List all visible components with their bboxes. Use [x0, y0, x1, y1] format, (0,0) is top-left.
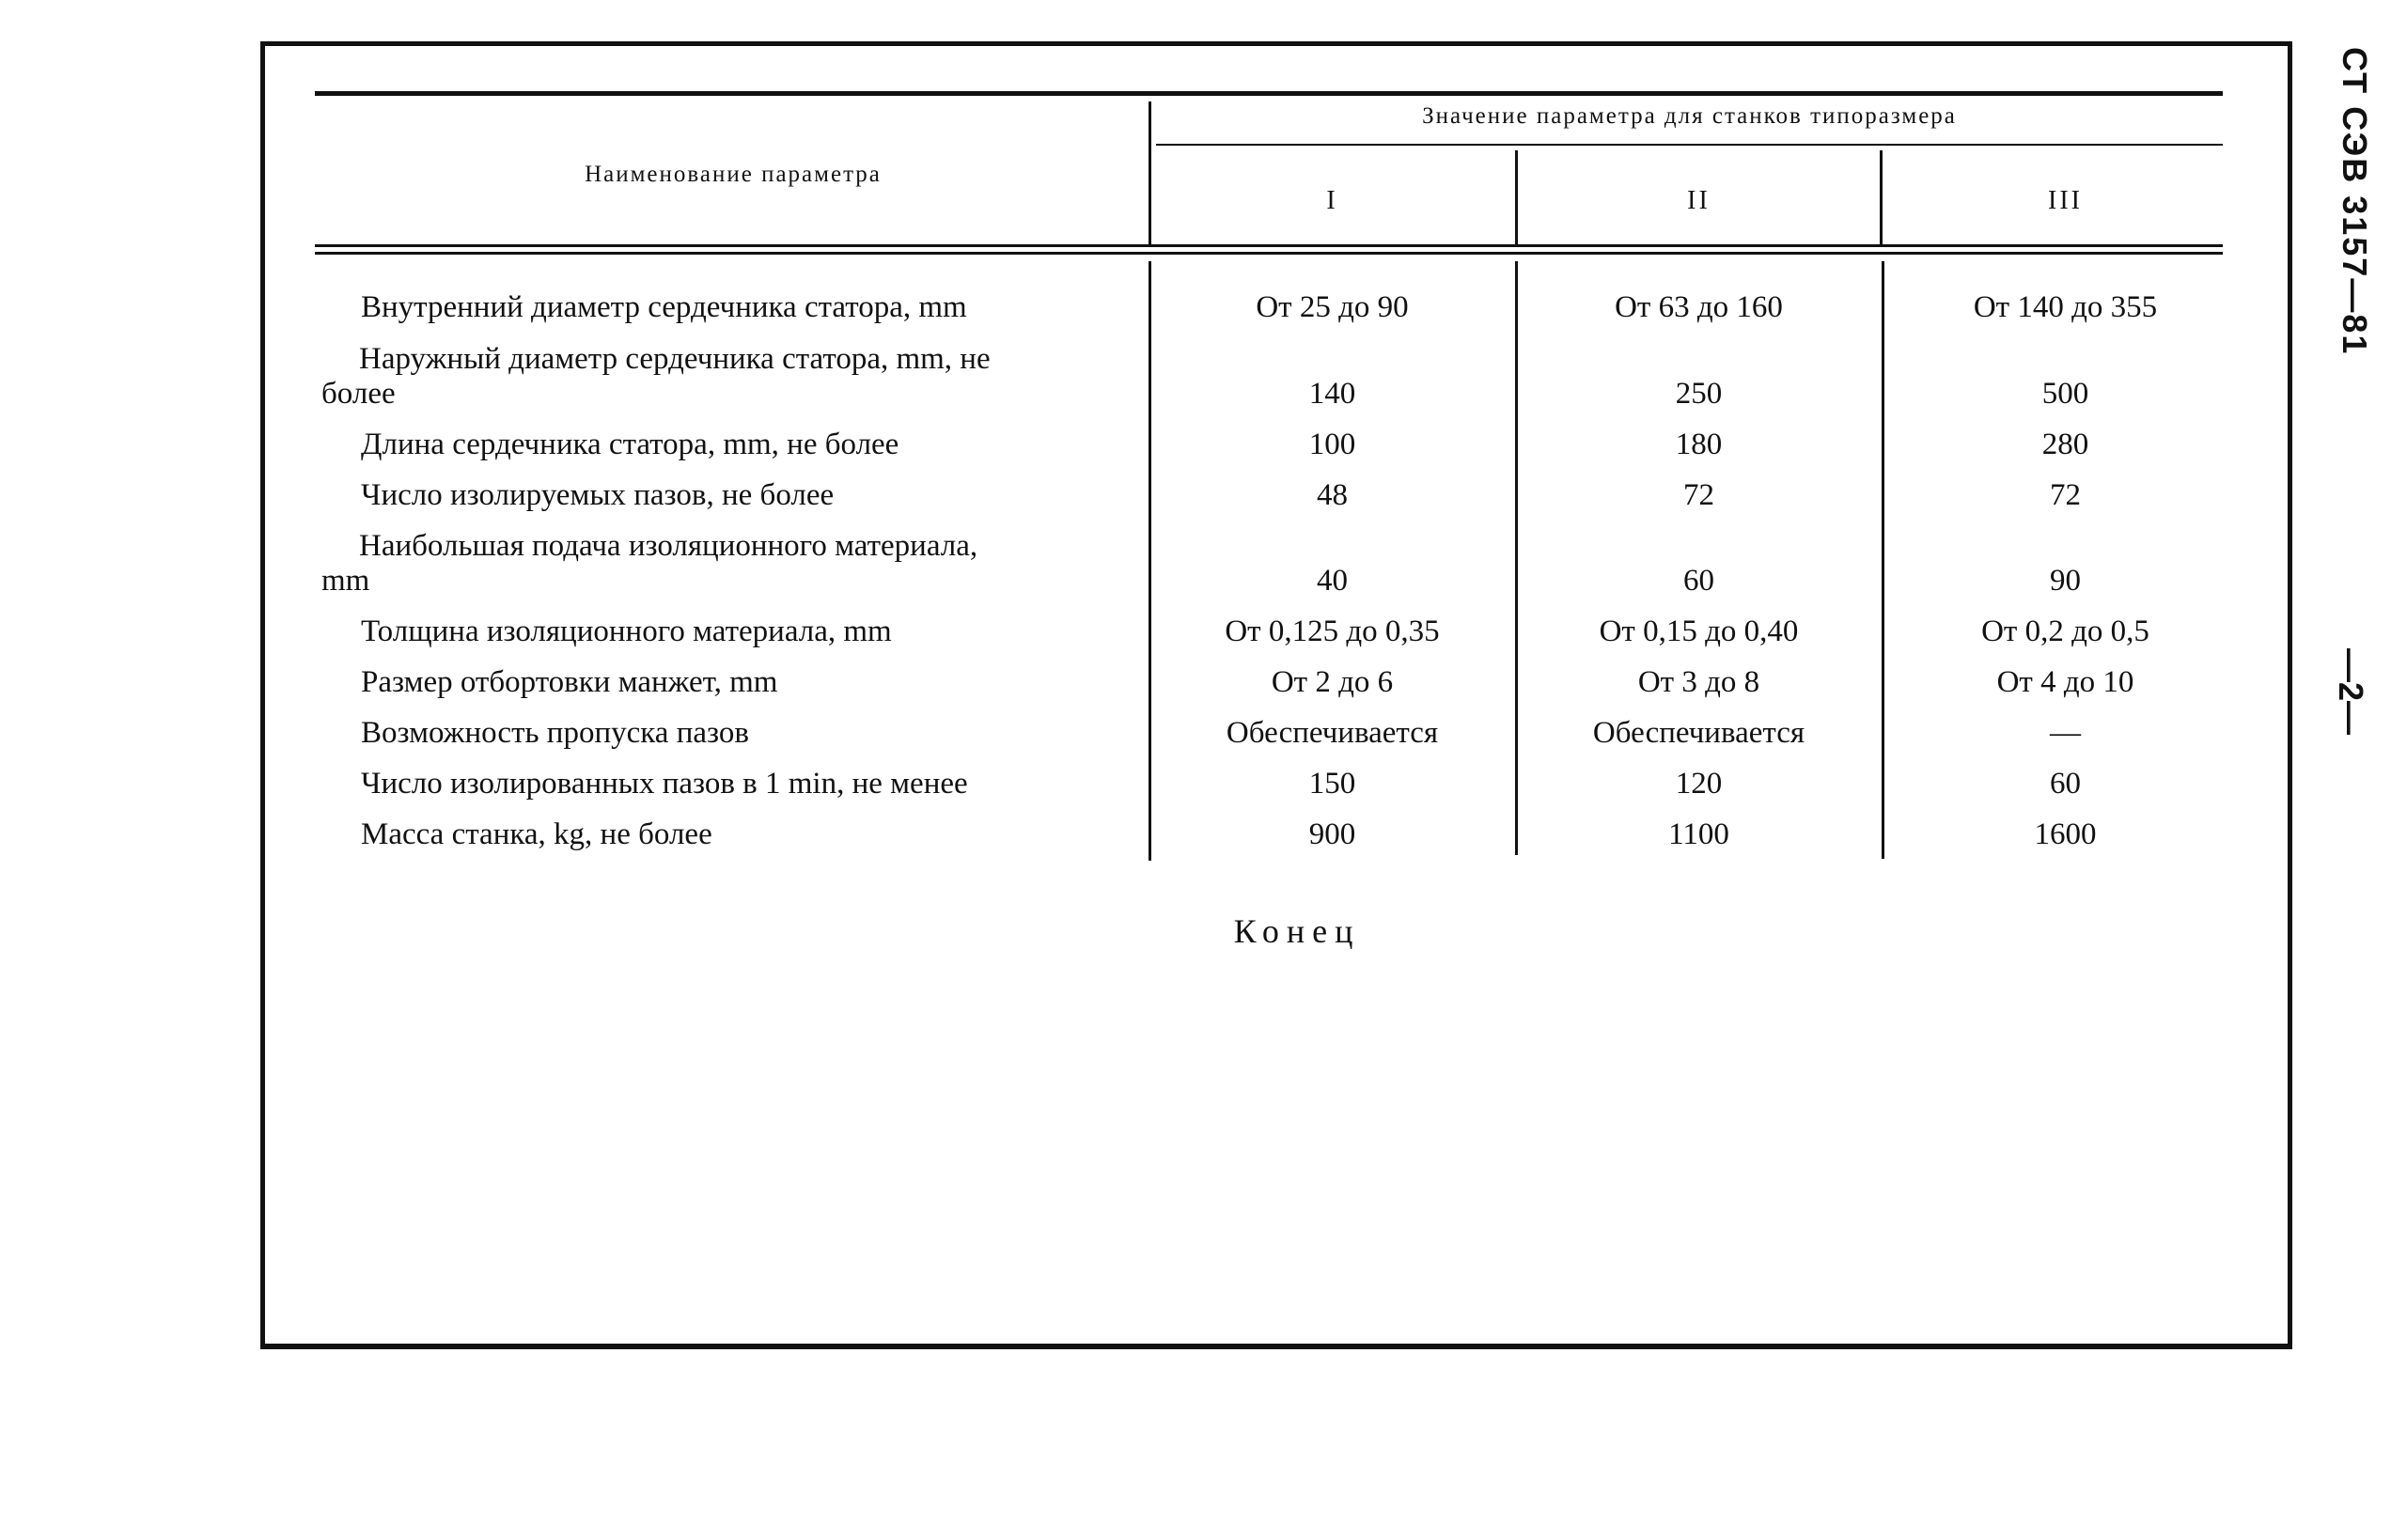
table-cell: 250 [1675, 377, 1723, 411]
table-cell: От 0,15 до 0,40 [1599, 614, 1799, 648]
header-double-rule-2 [315, 252, 2223, 255]
header-divider-2 [1880, 150, 1883, 244]
table-row-name-line2: более [321, 377, 396, 411]
table-cell: 1100 [1668, 817, 1729, 851]
table-cell: 60 [1683, 564, 1714, 598]
table-row-name: Внутренний диаметр сердечника статора, mm [361, 290, 967, 324]
table-cell: От 2 до 6 [1271, 665, 1394, 699]
table-row-name: Длина сердечника статора, mm, не более [361, 428, 899, 461]
table-cell: От 63 до 160 [1615, 290, 1783, 324]
table-cell: От 0,125 до 0,35 [1225, 614, 1440, 648]
table-cell: 500 [2041, 377, 2089, 411]
table-row-name: Размер отбортовки манжет, mm [361, 665, 778, 699]
table-cell: 280 [2041, 428, 2089, 461]
table-cell: 48 [1317, 478, 1348, 512]
table-cell: 60 [2050, 767, 2081, 801]
table-cell: 72 [1683, 478, 1714, 512]
table-cell: От 4 до 10 [1996, 665, 2134, 699]
table-cell: От 25 до 90 [1256, 290, 1409, 324]
table-cell: — [2050, 716, 2081, 750]
table-cell: 72 [2050, 478, 2081, 512]
end-marker: Конец [1233, 912, 1361, 950]
header-size-3: III [2048, 186, 2083, 215]
header-size-1: I [1326, 186, 1338, 215]
table-cell: 140 [1308, 377, 1356, 411]
table-cell: 150 [1308, 767, 1356, 801]
table-row-name: Масса станка, kg, не более [361, 817, 712, 851]
table-cell: 90 [2050, 564, 2081, 598]
header-size-2: II [1687, 186, 1711, 215]
table-row-name: Число изолированных пазов в 1 min, не менее [361, 767, 968, 801]
table-cell: 40 [1317, 564, 1348, 598]
table-top-rule [315, 91, 2223, 96]
header-parameter-name: Наименование параметра [585, 162, 882, 187]
table-cell: Обеспечивается [1226, 716, 1439, 750]
table-cell: 120 [1675, 767, 1723, 801]
table-row-name-line1: Наружный диаметр сердечника статора, mm, не [359, 342, 991, 376]
table-cell: 900 [1308, 817, 1356, 851]
table-cell: Обеспечивается [1592, 716, 1805, 750]
table-row-name: Число изолируемых пазов, не более [361, 478, 835, 512]
header-sub-rule [1156, 144, 2223, 146]
table-cell: 180 [1675, 428, 1723, 461]
table-cell: От 140 до 355 [1973, 290, 2158, 324]
header-double-rule-1 [315, 244, 2223, 247]
page-number [2321, 648, 2387, 752]
table-cell: От 0,2 до 0,5 [1981, 614, 2149, 648]
table-row-name-line2: mm [321, 564, 370, 598]
table-row-name: Возможность пропуска пазов [361, 716, 749, 750]
table-cell: 100 [1308, 428, 1356, 461]
table-row-name [321, 529, 1130, 599]
header-divider-param [1149, 101, 1151, 244]
table-row-name [321, 342, 1130, 412]
standard-code [2321, 47, 2387, 356]
standard-code-text: СТ СЭВ 3157—81 [2336, 47, 2374, 356]
table-cell: 1600 [2034, 817, 2097, 851]
table-row-name-line1: Наибольшая подача изоляционного материала, [359, 529, 978, 563]
header-parameter-value: Значение параметра для станков типоразмера [1422, 103, 1957, 129]
table-cell: От 3 до 8 [1637, 665, 1760, 699]
page-number-text: —2— [2332, 648, 2370, 736]
table-row-name: Толщина изоляционного материала, mm [361, 614, 892, 648]
